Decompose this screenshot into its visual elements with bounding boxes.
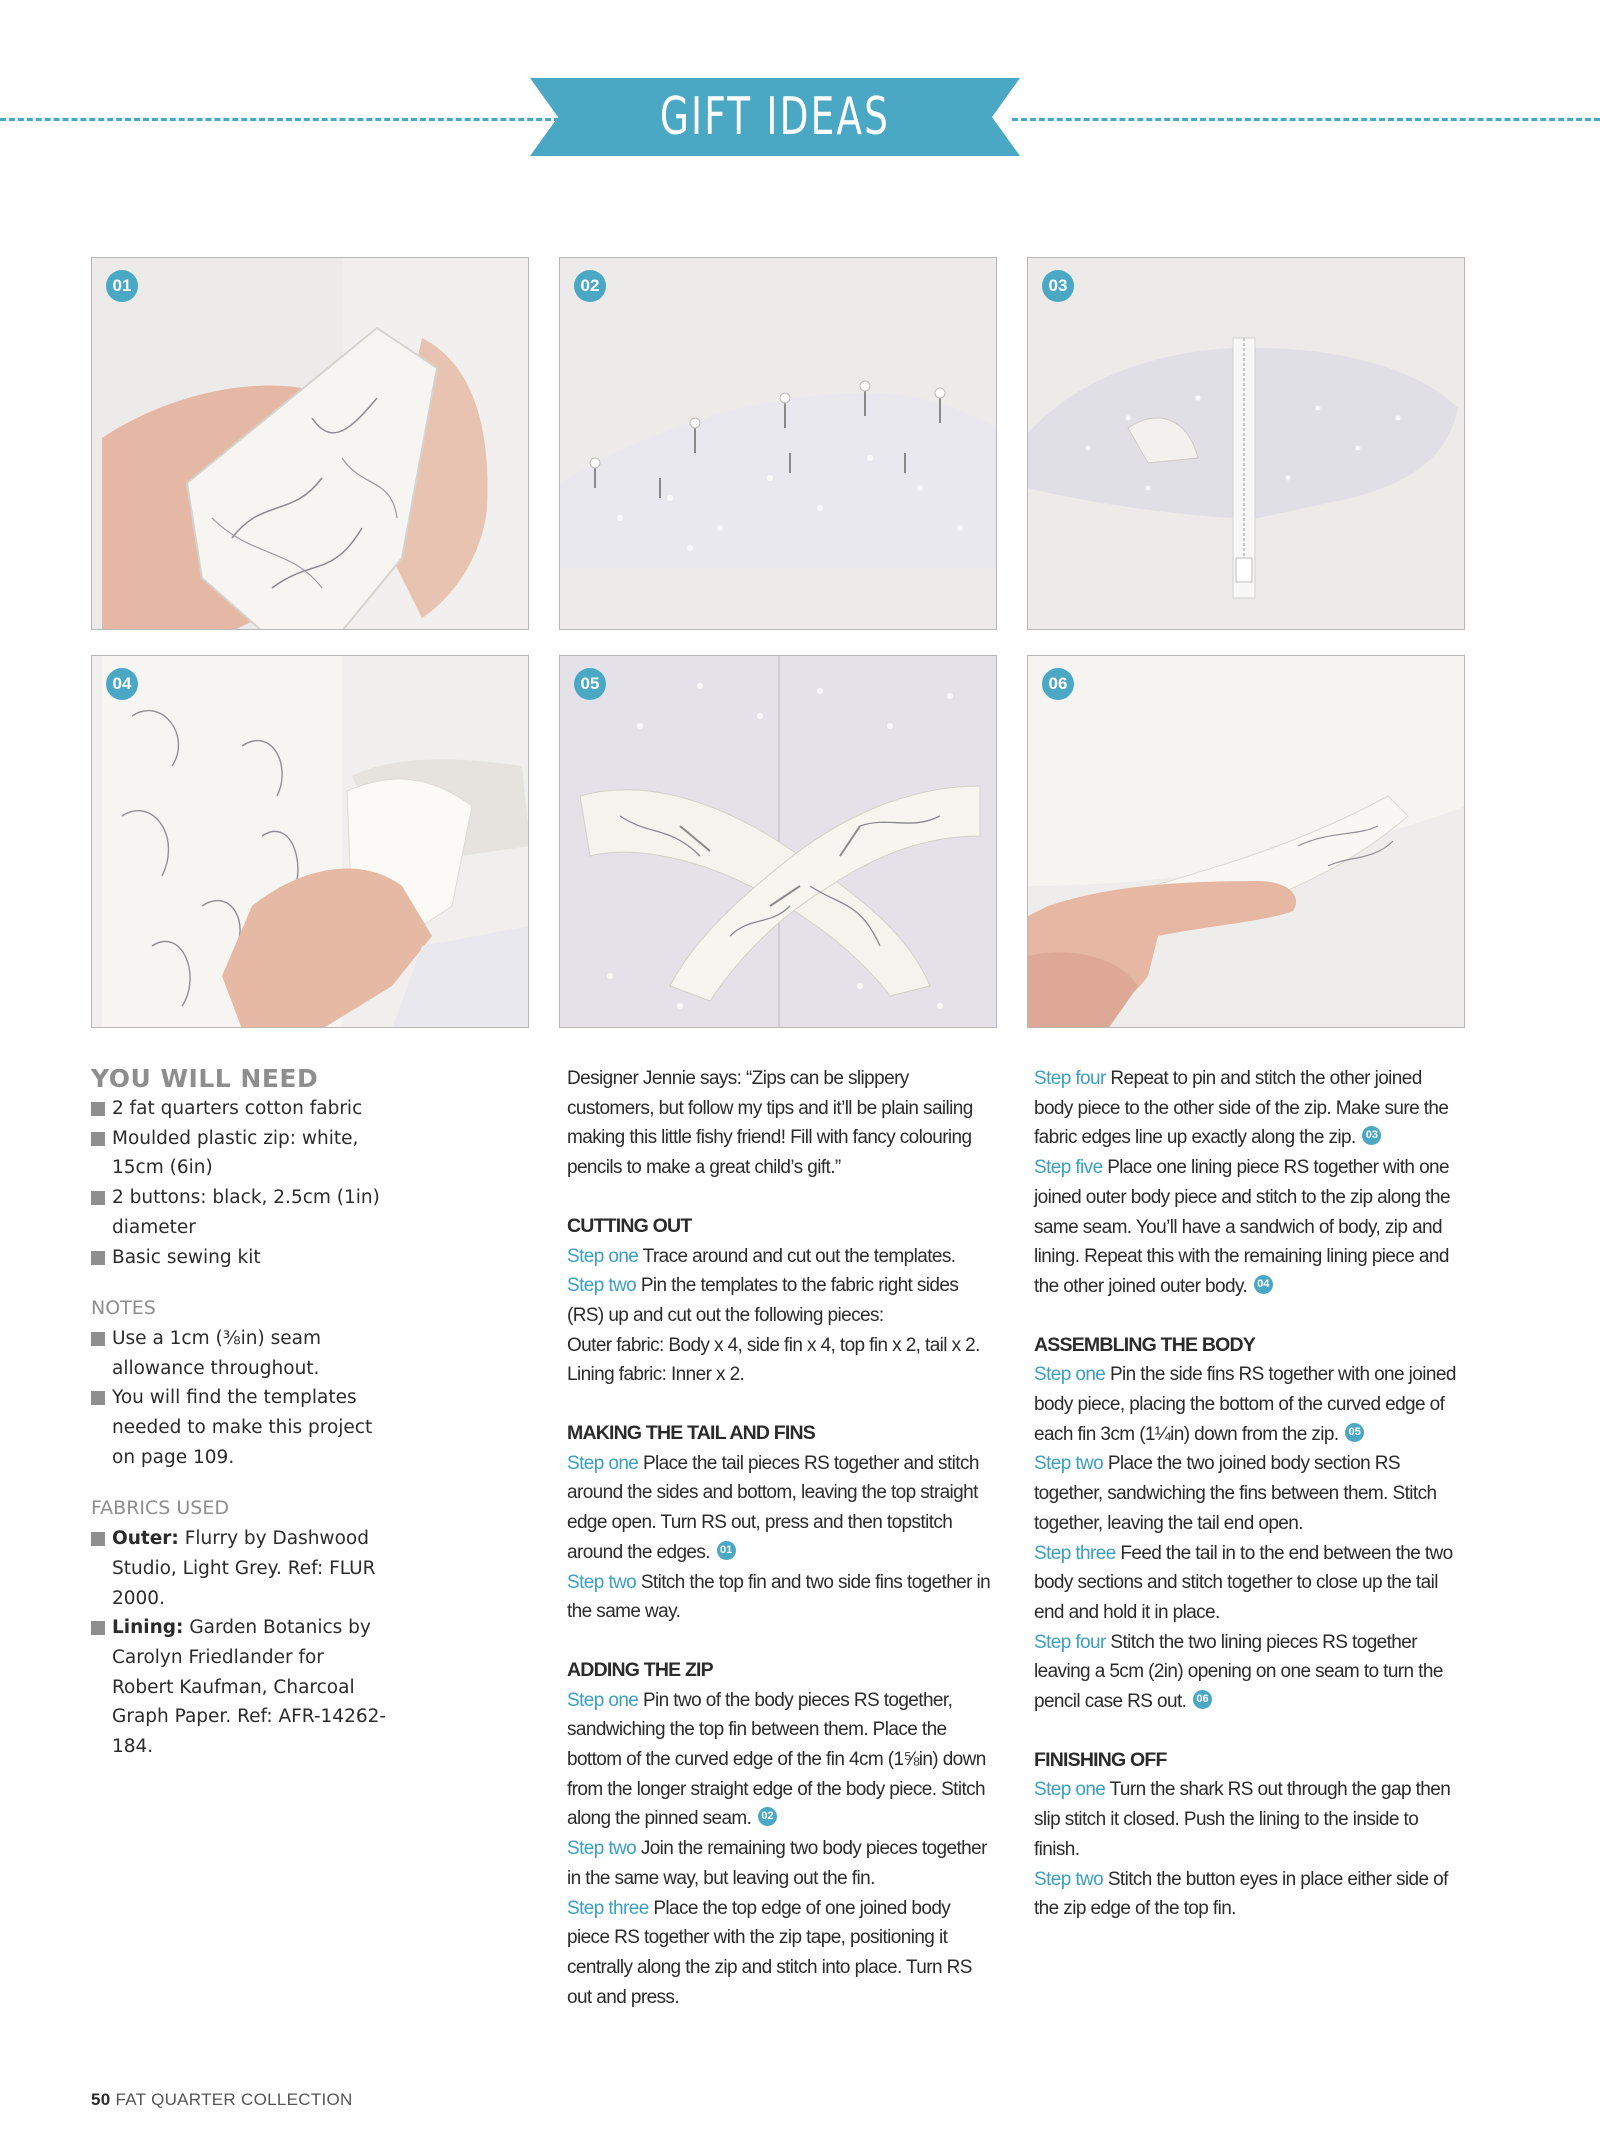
page-number: 50 [91, 2090, 111, 2109]
list-item: 2 buttons: black, 2.5cm (1in) diameter [91, 1183, 391, 1242]
cutting-out-heading: CUTTING OUT [567, 1214, 692, 1237]
list-item: Basic sewing kit [91, 1243, 391, 1273]
photo-fins-pinned [560, 656, 997, 1028]
instructions-column-1 [567, 1064, 997, 2012]
step-badge: 04 [106, 668, 138, 700]
step-body: Trace around and cut out the templates. [638, 1245, 956, 1267]
page-footer [91, 2090, 353, 2110]
fabric-text: Flurry by Dashwood Studio, Light Grey. Ref: FLUR 2000. [112, 1528, 376, 1609]
step-label: Step one [567, 1245, 639, 1267]
photo-pinned-fabric [560, 258, 997, 630]
step-label: Step four [1034, 1631, 1106, 1653]
step-text [1034, 1449, 1464, 1538]
step-label: Step two [567, 1275, 637, 1297]
step-badge: 03 [1042, 270, 1074, 302]
step-label: Step two [567, 1838, 637, 1860]
list-item [91, 1613, 391, 1762]
tail-fins-heading: MAKING THE TAIL AND FINS [567, 1422, 816, 1445]
zip-heading: ADDING THE ZIP [567, 1658, 713, 1681]
notes-heading: NOTES [91, 1297, 156, 1320]
fabric-text: Garden Botanics by Carolyn Friedlander for Robert Kaufman, Charcoal Graph Paper. Ref: AFR-14262-184. [112, 1617, 387, 1758]
photo-zip-body [1028, 258, 1465, 630]
step-body: Place one lining piece RS together with one joined outer body piece and stitch to the zip along the same seam. You’ll have a sandwich of body, zip and lining. Repeat this with the remaining lining piece and the other joined outer body. [1034, 1157, 1450, 1297]
step-label: Step one [567, 1689, 639, 1711]
step-label: Step five [1034, 1157, 1103, 1179]
step-label: Step one [1034, 1779, 1106, 1801]
step-text [1034, 1775, 1464, 1864]
lining-fabric-pieces: Lining fabric: Inner x 2. [567, 1364, 745, 1386]
step-photo-03 [1027, 257, 1465, 630]
photo-turned-fabric [1028, 656, 1465, 1028]
step-body: Stitch the button eyes in place either side of the zip edge of the top fin. [1034, 1868, 1448, 1920]
list-item: Use a 1cm (⅜in) seam allowance throughout. [91, 1324, 391, 1383]
step-text [1034, 1865, 1464, 1924]
list-item: You will find the templates needed to make this project on page 109. [91, 1383, 391, 1472]
outer-fabric-pieces: Outer fabric: Body x 4, side fin x 4, top fin x 2, tail x 2. [567, 1334, 980, 1356]
step-body: Pin two of the body pieces RS together, sandwiching the top fin between them. Place the bottom of the curved edge of the fin 4cm (1⅝in) down from the longer straight edge of the body piece. Stitch along the pinned seam. [567, 1689, 986, 1830]
photo-ref-badge: 05 [1345, 1423, 1364, 1442]
step-body: Turn the shark RS out through the gap then slip stitch it closed. Push the lining to the inside to finish. [1034, 1779, 1451, 1860]
banner-dashed-line-left [0, 118, 560, 121]
photo-ref-badge: 03 [1362, 1126, 1381, 1145]
step-label: Step one [1034, 1364, 1106, 1386]
step-body: Place the tail pieces RS together and stitch around the sides and bottom, leaving the top straight edge open. Turn RS out, press and then topstitch around the edges. [567, 1452, 979, 1563]
step-text [567, 1894, 997, 2013]
step-text [1034, 1360, 1464, 1449]
step-photo-04 [91, 655, 529, 1028]
step-label: Step two [1034, 1453, 1104, 1475]
step-body: Pin the templates to the fabric right sides (RS) up and cut out the following pieces: [567, 1275, 959, 1326]
step-text [567, 1686, 997, 1835]
step-text [1034, 1064, 1464, 1153]
step-label: Step two [567, 1571, 637, 1593]
fabric-label: Lining: [112, 1617, 184, 1639]
fabric-label: Outer: [112, 1528, 179, 1550]
photo-ref-badge: 02 [758, 1807, 777, 1826]
step-badge: 01 [106, 270, 138, 302]
step-body: Feed the tail in to the end between the two body sections and stitch together to close up the tail end and hold it in place. [1034, 1542, 1453, 1623]
photo-hand-fabric-fin [92, 258, 529, 630]
you-will-need-heading: YOU WILL NEED [91, 1064, 319, 1093]
step-body: Stitch the top fin and two side fins together in the same way. [567, 1571, 991, 1623]
step-body: Join the remaining two body pieces together in the same way, but leaving out the fin. [567, 1838, 987, 1889]
step-badge: 06 [1042, 668, 1074, 700]
notes-list [91, 1324, 391, 1473]
list-item [91, 1524, 391, 1613]
materials-list [91, 1094, 391, 1272]
step-photo-01 [91, 257, 529, 630]
designer-intro: Designer Jennie says: “Zips can be slippery customers, but follow my tips and it’ll be plain sailing making this little fishy friend! Fill with fancy colouring pencils to make a great child’s gift.” [567, 1068, 973, 1179]
step-label: Step three [1034, 1542, 1116, 1564]
step-label: Step four [1034, 1068, 1106, 1089]
step-body: Repeat to pin and stitch the other joined body piece to the other side of the zip. Make sure the fabric edges line up exactly along the zip. [1034, 1068, 1449, 1149]
step-text [1034, 1153, 1464, 1302]
step-text [1034, 1628, 1464, 1717]
step-photo-05 [559, 655, 997, 1028]
step-text [567, 1449, 997, 1568]
step-label: Step two [1034, 1868, 1104, 1890]
step-body: Place the top edge of one joined body piece RS together with the zip tape, positioning it centrally along the zip and stitch into place. Turn RS out and press. [567, 1897, 972, 2008]
banner-dashed-line-right [1012, 118, 1600, 121]
photo-ref-badge: 01 [717, 1541, 736, 1560]
step-label: Step one [567, 1452, 639, 1474]
photo-lining-layer [92, 656, 529, 1028]
step-label: Step three [567, 1897, 649, 1919]
step-body: Stitch the two lining pieces RS together leaving a 5cm (2in) opening on one seam to turn the pencil case RS out. [1034, 1631, 1443, 1713]
step-photo-02 [559, 257, 997, 630]
assembling-heading: ASSEMBLING THE BODY [1034, 1333, 1255, 1356]
step-text [567, 1242, 997, 1272]
section-banner [530, 78, 1020, 156]
requirements-column [91, 1064, 391, 1762]
step-body: Place the two joined body section RS together, sandwiching the fins between them. Stitch together, leaving the tail end open. [1034, 1453, 1437, 1534]
list-item: Moulded plastic zip: white, 15cm (6in) [91, 1124, 391, 1183]
list-item: 2 fat quarters cotton fabric [91, 1094, 391, 1124]
step-body: Pin the side fins RS together with one joined body piece, placing the bottom of the curved edge of each fin 3cm (1¼in) down from the zip. [1034, 1364, 1456, 1445]
step-text [1034, 1539, 1464, 1628]
step-photo-06 [1027, 655, 1465, 1028]
step-text [567, 1834, 997, 1893]
finishing-heading: FINISHING OFF [1034, 1748, 1167, 1771]
publication-name: FAT QUARTER COLLECTION [115, 2090, 353, 2109]
photo-ref-badge: 06 [1193, 1690, 1212, 1709]
photo-ref-badge: 04 [1254, 1275, 1273, 1294]
step-text [567, 1568, 997, 1627]
step-badge: 05 [574, 668, 606, 700]
fabrics-heading: FABRICS USED [91, 1497, 229, 1520]
fabrics-list [91, 1524, 391, 1762]
step-badge: 02 [574, 270, 606, 302]
banner-title: GIFT IDEAS [659, 87, 891, 147]
instructions-column-2 [1034, 1064, 1464, 1924]
step-text [567, 1271, 997, 1330]
